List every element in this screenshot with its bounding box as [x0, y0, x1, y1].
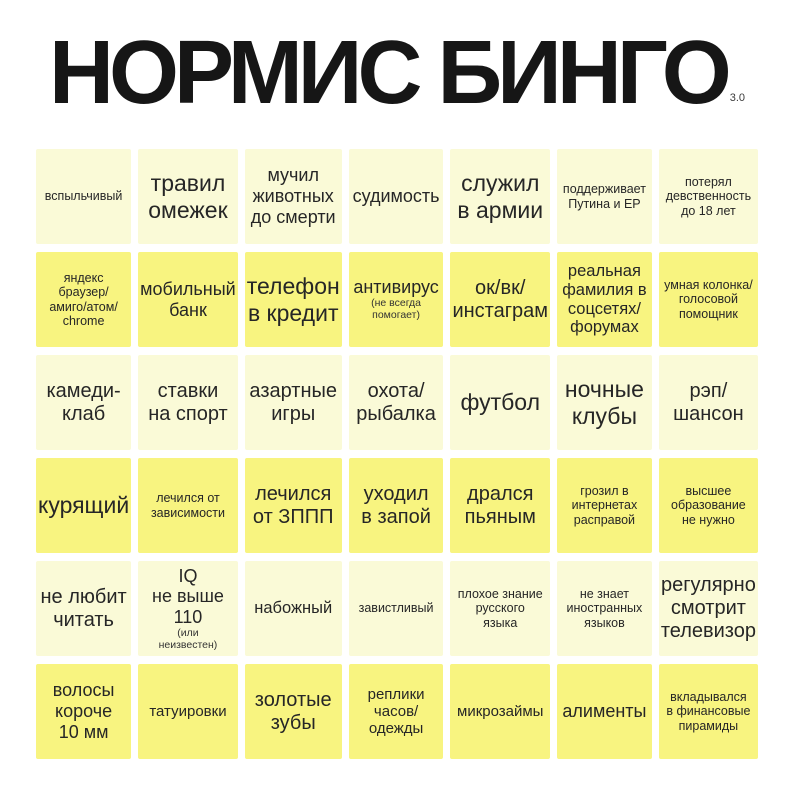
cell-text-line: набожный [254, 599, 333, 618]
bingo-cell[interactable] [349, 561, 444, 656]
cell-text-line: 110 [173, 607, 203, 628]
bingo-cell[interactable] [659, 149, 758, 244]
bingo-cell[interactable] [659, 252, 758, 347]
cell-text-line: клаб [61, 402, 106, 425]
cell-text-line: антивирус [353, 277, 439, 298]
cell-text-line: микрозаймы [457, 702, 544, 720]
cell-text-line: ночные [564, 376, 644, 403]
cell-text-line: до смерти [250, 206, 336, 227]
bingo-cell[interactable] [349, 664, 444, 759]
cell-text-line: образование [671, 498, 746, 513]
bingo-cell[interactable] [557, 149, 652, 244]
cell-text-line: ставки [157, 379, 219, 402]
bingo-cell[interactable] [245, 149, 342, 244]
bingo-cell[interactable] [450, 355, 550, 450]
cell-text-line: клубы [571, 402, 638, 429]
cell-text-line: Путина и ЕР [568, 196, 641, 211]
bingo-cell[interactable] [557, 355, 652, 450]
bingo-cell[interactable] [36, 561, 131, 656]
cell-text-line: завистливый [358, 601, 434, 616]
cell-text-line: в кредит [247, 299, 339, 326]
cell-text-line: лечился от [156, 491, 220, 506]
cell-text-line: азартные [249, 379, 337, 402]
bingo-cell[interactable] [36, 664, 131, 759]
bingo-cell[interactable] [36, 458, 131, 553]
cell-text-line: пьяным [464, 505, 536, 528]
bingo-cell[interactable] [245, 458, 342, 553]
cell-text-line: реплики [367, 685, 425, 703]
cell-text-line: яндекс браузер/ [58, 270, 109, 300]
cell-text-line: реальная [567, 261, 641, 280]
cell-text-line: лечился [255, 482, 332, 505]
cell-text-line: волосы [52, 680, 115, 701]
cell-text-line: в финансовые [666, 704, 751, 719]
bingo-cell[interactable] [245, 252, 342, 347]
cell-text-line: IQ [178, 565, 198, 586]
bingo-cell[interactable] [36, 355, 131, 450]
cell-subtext-line: помогает) [372, 308, 420, 321]
cell-text-line: одежды [368, 720, 424, 738]
cell-text-line: chrome [62, 313, 105, 328]
cell-text-line: потерял [684, 174, 732, 189]
cell-text-line: татуировки [149, 702, 227, 720]
cell-text-line: инстаграм [452, 299, 549, 322]
cell-text-line: высшее [685, 483, 732, 498]
cell-text-line: ок/вк/ [475, 276, 526, 299]
bingo-cell[interactable] [450, 149, 550, 244]
cell-text-line: служил [461, 170, 540, 197]
bingo-cell[interactable] [245, 664, 342, 759]
bingo-grid [36, 149, 758, 759]
cell-text-line: телефон [246, 273, 340, 300]
title-block [0, 0, 794, 123]
cell-text-line: шансон [673, 402, 744, 425]
cell-text-line: расправой [573, 512, 636, 527]
cell-text-line: дрался [467, 482, 534, 505]
cell-subtext-line: (не всегда [371, 297, 422, 310]
bingo-cell[interactable] [349, 149, 444, 244]
bingo-cell[interactable] [450, 561, 550, 656]
cell-text-line: не выше [152, 586, 224, 607]
cell-text-line: интернетах [571, 498, 638, 513]
cell-text-line: пирамиды [678, 718, 739, 733]
bingo-cell[interactable] [138, 355, 238, 450]
cell-text-line: умная колонка/ [664, 277, 753, 292]
cell-text-line: поддерживает [562, 182, 646, 197]
cell-text-line: голосовой [678, 292, 738, 307]
bingo-cell[interactable] [659, 561, 758, 656]
cell-text-line: не любит [40, 585, 127, 608]
cell-text-line: форумах [570, 318, 639, 337]
bingo-cell[interactable] [349, 252, 444, 347]
cell-text-line: от ЗППП [252, 505, 334, 528]
cell-text-line: телевизор [660, 620, 756, 642]
cell-text-line: камеди- [46, 379, 121, 402]
bingo-cell[interactable] [138, 252, 238, 347]
cell-text-line: в армии [457, 196, 544, 223]
bingo-cell[interactable] [557, 458, 652, 553]
cell-text-line: фамилия в [562, 280, 647, 299]
cell-text-line: алименты [562, 701, 647, 722]
cell-text-line: в запой [361, 505, 431, 528]
cell-text-line: регулярно [660, 574, 756, 596]
bingo-cell[interactable] [36, 149, 131, 244]
bingo-cell[interactable] [557, 252, 652, 347]
cell-text-line: мучил [267, 165, 319, 186]
cell-text-line: рыбалка [356, 402, 436, 425]
cell-text-line: читать [53, 608, 114, 631]
bingo-cell[interactable] [659, 664, 758, 759]
cell-text-line: 10 мм [58, 721, 109, 742]
bingo-cell[interactable] [659, 355, 758, 450]
cell-text-line: русского [475, 601, 525, 616]
cell-text-line: вкладывался [670, 689, 747, 704]
cell-text-line: до 18 лет [681, 203, 736, 218]
cell-text-line: грозил в [580, 483, 629, 498]
cell-subtext-line: неизвестен) [158, 638, 218, 651]
page-title: НОРМИС БИНГО [48, 23, 727, 123]
cell-text-line: часов/ [373, 702, 419, 720]
cell-text-line: плохое знание [457, 586, 543, 601]
cell-text-line: смотрит [670, 597, 746, 619]
cell-text-line: омежек [148, 196, 228, 223]
bingo-cell[interactable] [450, 458, 550, 553]
cell-text-line: курящий [38, 492, 130, 519]
cell-text-line: соцсетях/ [567, 299, 641, 318]
bingo-cell[interactable] [557, 561, 652, 656]
bingo-cell[interactable] [138, 664, 238, 759]
cell-text-line: зубы [270, 711, 316, 734]
bingo-cell[interactable] [349, 458, 444, 553]
bingo-cell[interactable] [245, 355, 342, 450]
cell-text-line: не знает [579, 586, 630, 601]
bingo-cell[interactable] [450, 664, 550, 759]
bingo-cell[interactable] [36, 252, 131, 347]
cell-text-line: иностранных [566, 601, 643, 616]
cell-text-line: зависимости [150, 505, 225, 520]
cell-text-line: на спорт [148, 402, 228, 425]
cell-text-line: девственность [665, 189, 752, 204]
cell-text-line: не нужно [681, 512, 735, 527]
cell-text-line: рэп/ [689, 379, 728, 402]
cell-text-line: животных [252, 186, 334, 207]
cell-text-line: золотые [254, 688, 332, 711]
cell-text-line: языка [483, 615, 518, 630]
bingo-cell[interactable] [138, 561, 238, 656]
cell-text-line: языков [584, 615, 625, 630]
cell-text-line: судимость [352, 186, 440, 207]
version-label: 3.0 [729, 92, 745, 104]
cell-text-line: игры [271, 402, 316, 425]
bingo-cell[interactable] [138, 149, 238, 244]
cell-text-line: амиго/атом/ [49, 299, 118, 314]
cell-text-line: помощник [678, 306, 738, 321]
cell-text-line: футбол [460, 389, 541, 416]
cell-text-line: травил [150, 170, 226, 197]
bingo-cell[interactable] [349, 355, 444, 450]
cell-text-line: мобильный [140, 278, 236, 299]
cell-text-line: вспыльчивый [44, 189, 123, 204]
cell-subtext-line: (или [177, 626, 199, 639]
bingo-cell[interactable] [245, 561, 342, 656]
cell-text-line: короче [55, 701, 113, 722]
cell-text-line: охота/ [367, 379, 425, 402]
bingo-cell[interactable] [557, 664, 652, 759]
cell-text-line: уходил [363, 482, 429, 505]
bingo-cell[interactable] [659, 458, 758, 553]
bingo-cell[interactable] [450, 252, 550, 347]
bingo-cell[interactable] [138, 458, 238, 553]
cell-text-line: банк [169, 299, 207, 320]
